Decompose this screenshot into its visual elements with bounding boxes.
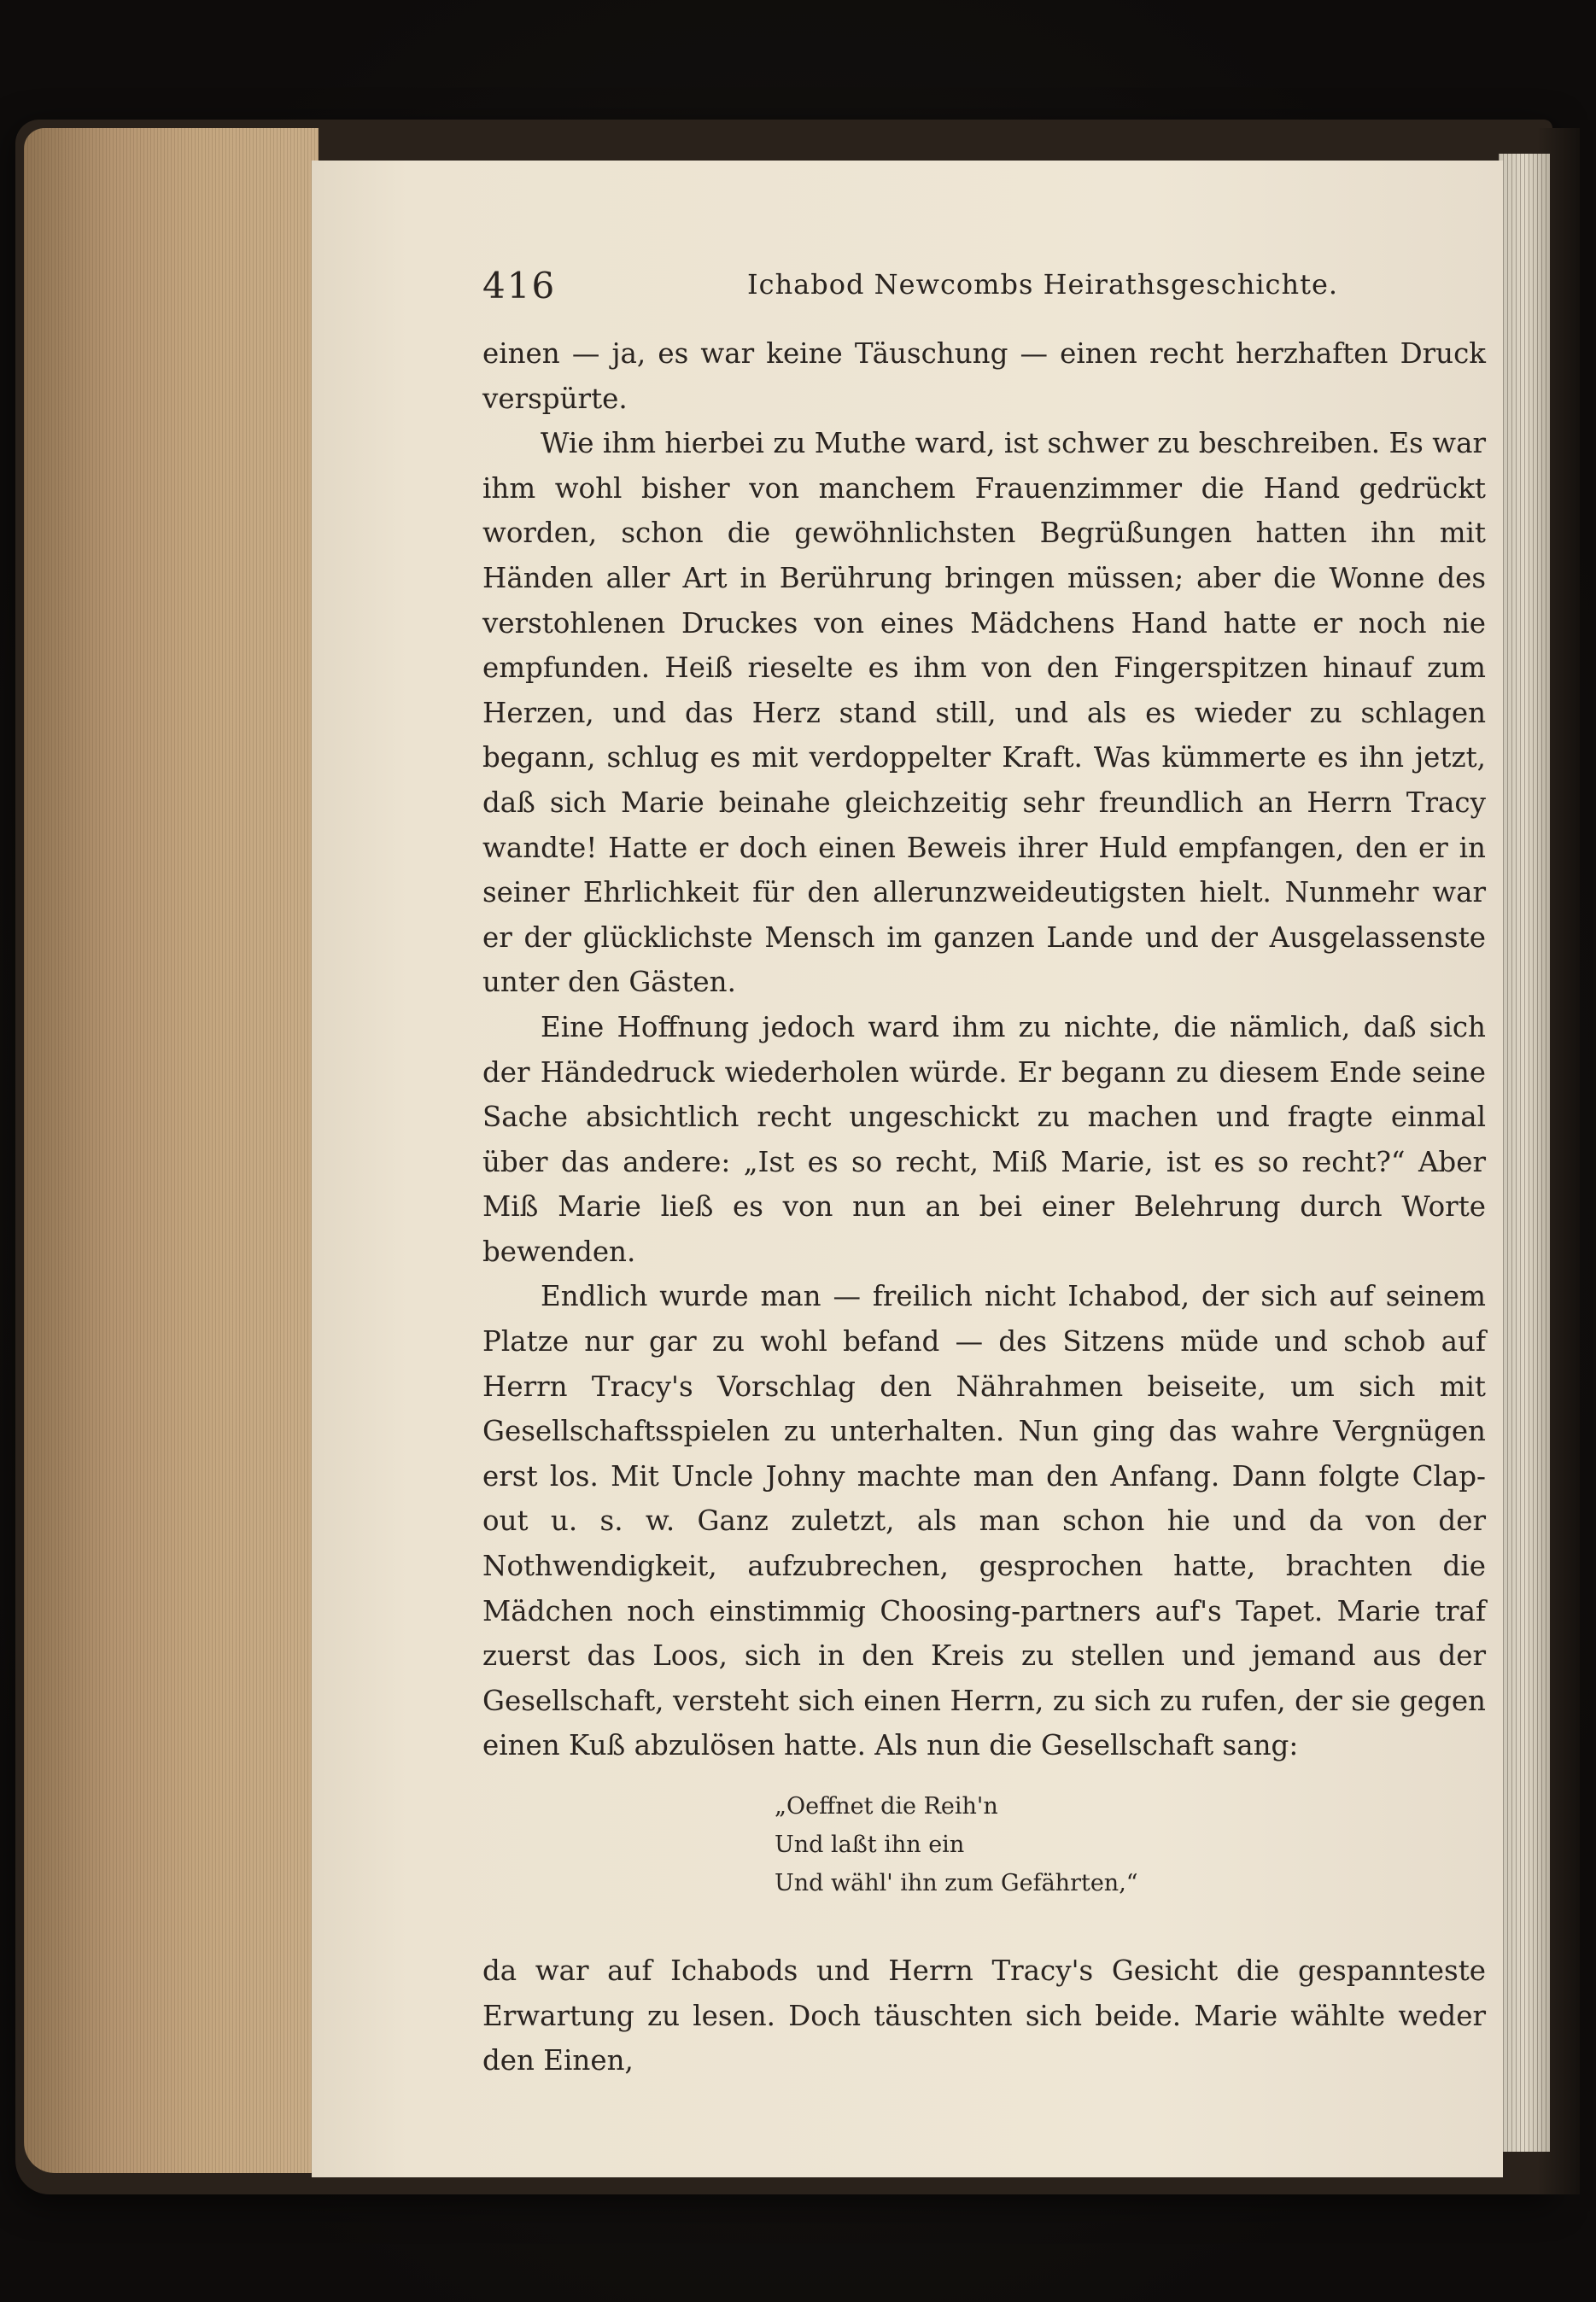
page-stack-edge-right [1499, 154, 1550, 2152]
verse-line: Und laßt ihn ein [775, 1832, 965, 1858]
page-stack-edge-left [24, 128, 319, 2173]
paragraph: einen — ja, es war keine Täuschung — einen recht herzhaften Druck verspürte. [482, 337, 1486, 415]
paragraph: Wie ihm hierbei zu Muthe ward, ist schwer zu beschreiben. Es war ihm wohl bisher von manchem Frauenzimmer die Hand gedrückt worden, schon die gewöhnlichsten Begrüßungen hatten ihn mit Händen aller Art in Berührung bringen müssen; aber die Wonne des verstohlenen Druckes von eines Mädchens Hand hatte er noch nie empfunden. Heiß rieselte es ihm von den Fingerspitzen hinauf zum Herzen, und das Herz stand still, und als es wieder zu schlagen begann, schlug es mit verdoppelter Kraft. Was kümmerte es ihn jetzt, daß sich Marie beinahe gleichzeitig sehr freundlich an Herrn Tracy wandte! Hatte er doch einen Beweis ihrer Huld empfangen, den er in seiner Ehrlichkeit für den allerunzweideutigsten hielt. Nunmehr war er der glücklichste Mensch im ganzen Lande und der Ausgelassenste unter den Gästen. [482, 427, 1486, 999]
verse-quote [775, 1787, 1486, 1902]
body-text [482, 331, 1486, 2083]
running-title: Ichabod Newcombs Heirathsgeschichte. [747, 268, 1339, 301]
paragraph: Endlich wurde man — freilich nicht Ichabod, der sich auf seinem Platze nur gar zu wohl befand — des Sitzens müde und schob auf Herrn Tracy's Vorschlag den Nährahmen beiseite, um sich mit Gesellschaftsspielen zu unterhalten. Nun ging das wahre Vergnügen erst los. Mit Uncle Johny machte man den Anfang. Dann folgte Clap-out u. s. w. Ganz zuletzt, als man schon hie und da von der Nothwendigkeit, aufzubrechen, gesprochen hatte, brachten die Mädchen noch einstimmig Choosing-partners auf's Tapet. Marie traf zuerst das Loos, sich in den Kreis zu stellen und jemand aus der Gesellschaft, versteht sich einen Herrn, zu sich zu rufen, der sie gegen einen Kuß abzulösen hatte. Als nun die Gesellschaft sang: [482, 1280, 1486, 1762]
page-header [482, 265, 1486, 316]
paragraph: Eine Hoffnung jedoch ward ihm zu nichte, die nämlich, daß sich der Händedruck wiederholen würde. Er begann zu diesem Ende seine Sache absichtlich recht ungeschickt zu machen und fragte einmal über das andere: „Ist es so recht, Miß Marie, ist es so recht?“ Aber Miß Marie ließ es von nun an bei einer Belehrung durch Worte bewenden. [482, 1010, 1486, 1268]
book-page [312, 161, 1503, 2177]
page-number: 416 [482, 265, 557, 307]
verse-line: „Oeffnet die Reih'n [775, 1793, 998, 1820]
page-content [482, 265, 1486, 2083]
paragraph: da war auf Ichabods und Herrn Tracy's Gesicht die gespannteste Erwartung zu lesen. Doch täuschten sich beide. Marie wählte weder den Einen, [482, 1954, 1486, 2077]
verse-line: Und wähl' ihn zum Gefährten,“ [775, 1870, 1138, 1896]
spacer [482, 1923, 1486, 1949]
